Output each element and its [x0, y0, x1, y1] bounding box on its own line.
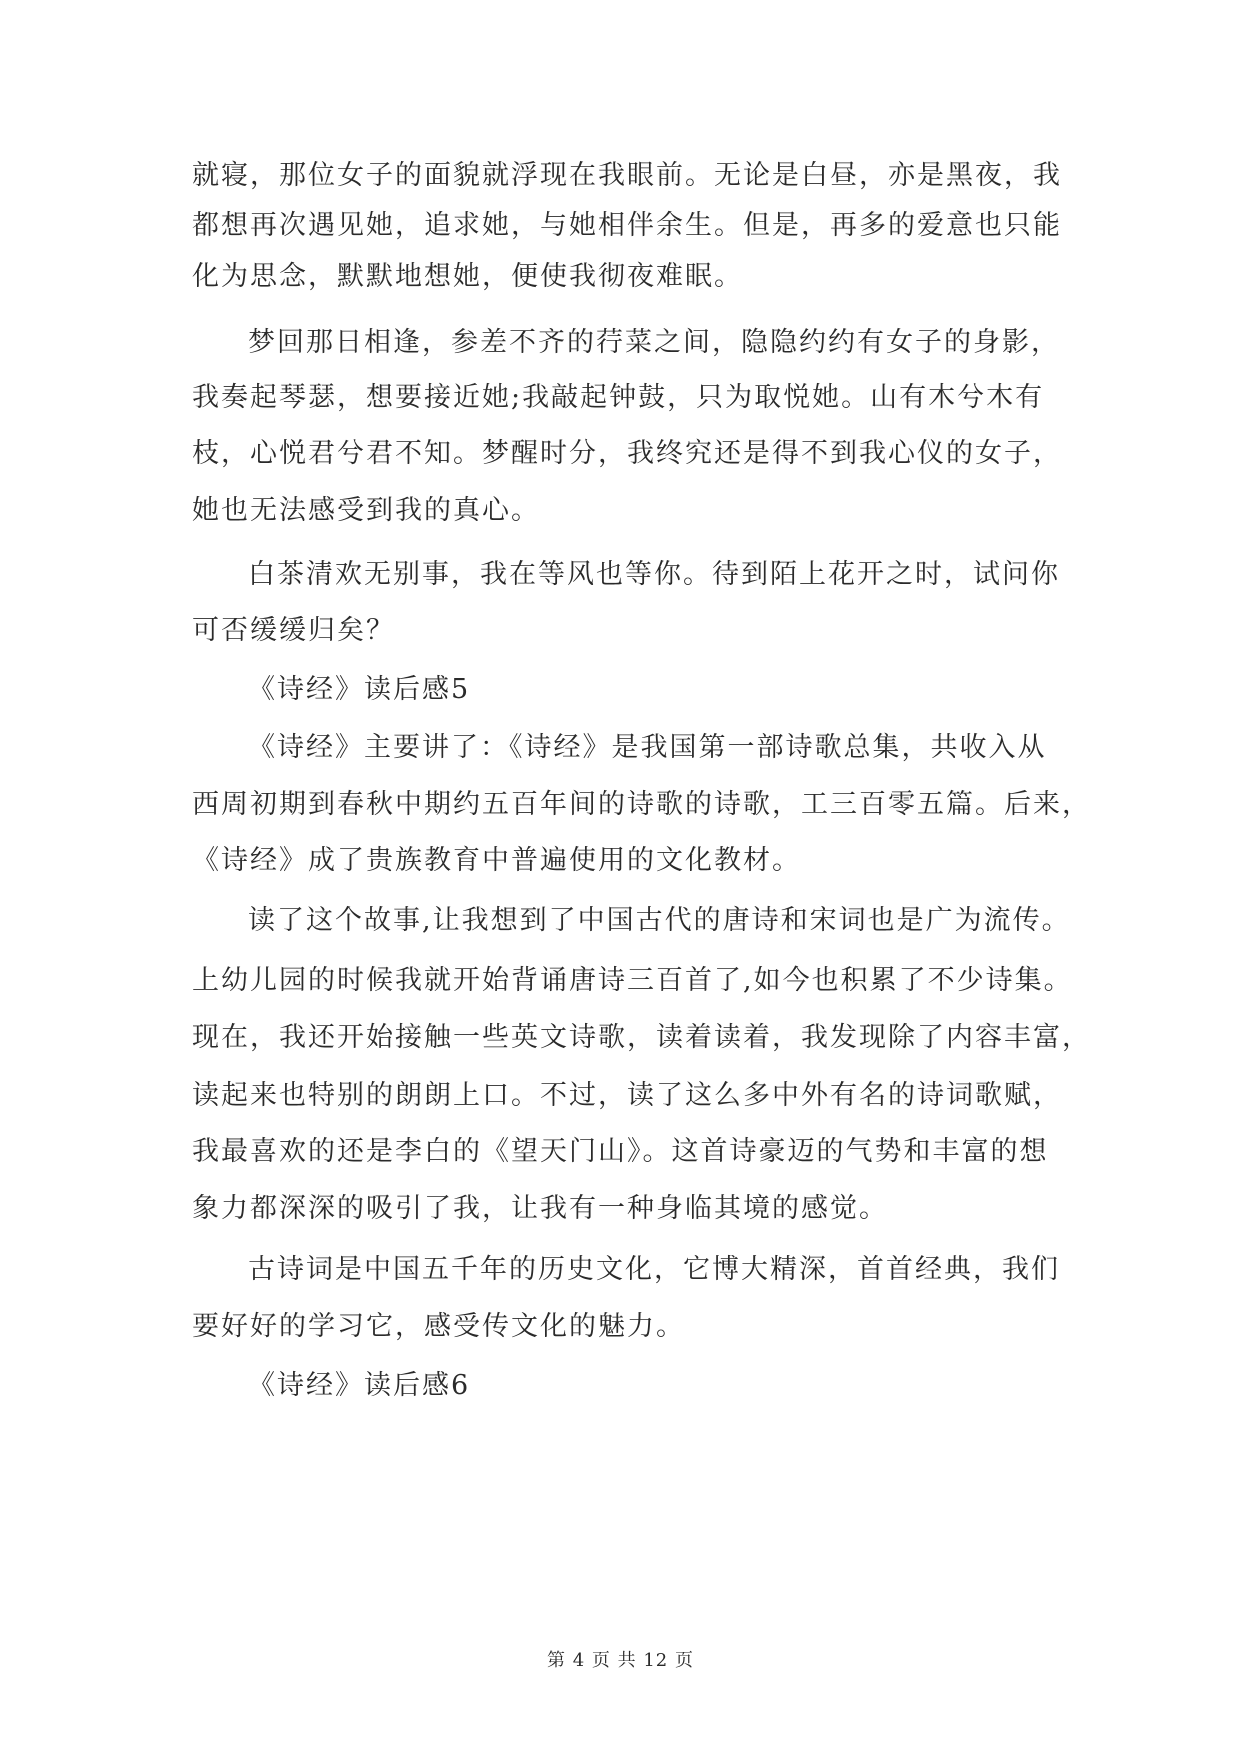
section-heading: 《诗经》读后感5: [248, 674, 471, 705]
paragraph-start: 古诗词是中国五千年的历史文化，它博大精深，首首经典，我们: [248, 1254, 1060, 1285]
text-line: 现在，我还开始接触一些英文诗歌，读着读着，我发现除了内容丰富，: [192, 1022, 1091, 1053]
text-line: 化为思念，默默地想她，便使我彻夜难眠。: [192, 261, 743, 292]
text-line: 枝，心悦君兮君不知。梦醒时分，我终究还是得不到我心仪的女子，: [192, 438, 1062, 469]
paragraph-start: 白茶清欢无别事，我在等风也等你。待到陌上花开之时，试问你: [248, 559, 1060, 590]
text-line: 可否缓缓归矣？: [192, 615, 395, 646]
section-heading: 《诗经》读后感6: [248, 1370, 471, 1401]
text-line: 我最喜欢的还是李白的《望天门山》。这首诗豪迈的气势和丰富的想: [192, 1136, 1049, 1167]
text-line: 她也无法感受到我的真心。: [192, 495, 540, 526]
text-line: 就寝，那位女子的面貌就浮现在我眼前。无论是白昼，亦是黑夜，我: [192, 160, 1062, 191]
text-line: 象力都深深的吸引了我，让我有一种身临其境的感觉。: [192, 1193, 888, 1224]
paragraph-start: 梦回那日相逢，参差不齐的荇菜之间，隐隐约约有女子的身影，: [248, 327, 1060, 358]
text-line: 要好好的学习它，感受传文化的魅力。: [192, 1311, 685, 1342]
paragraph-start: 读了这个故事,让我想到了中国古代的唐诗和宋词也是广为流传。: [248, 905, 1071, 936]
text-line: 都想再次遇见她，追求她，与她相伴余生。但是，再多的爱意也只能: [192, 210, 1062, 241]
text-line: 读起来也特别的朗朗上口。不过，读了这么多中外有名的诗词歌赋，: [192, 1080, 1062, 1111]
text-line: 我奏起琴瑟，想要接近她;我敲起钟鼓，只为取悦她。山有木兮木有: [192, 382, 1045, 413]
page-number-footer: 第 4 页 共 12 页: [547, 1650, 694, 1671]
text-line: 《诗经》成了贵族教育中普遍使用的文化教材。: [192, 845, 801, 876]
text-line: 上幼儿园的时候我就开始背诵唐诗三百首了,如今也积累了不少诗集。: [192, 965, 1073, 996]
text-line: 西周初期到春秋中期约五百年间的诗歌的诗歌，工三百零五篇。后来，: [192, 789, 1091, 820]
paragraph-start: 《诗经》主要讲了：《诗经》是我国第一部诗歌总集，共收入从: [248, 732, 1047, 763]
